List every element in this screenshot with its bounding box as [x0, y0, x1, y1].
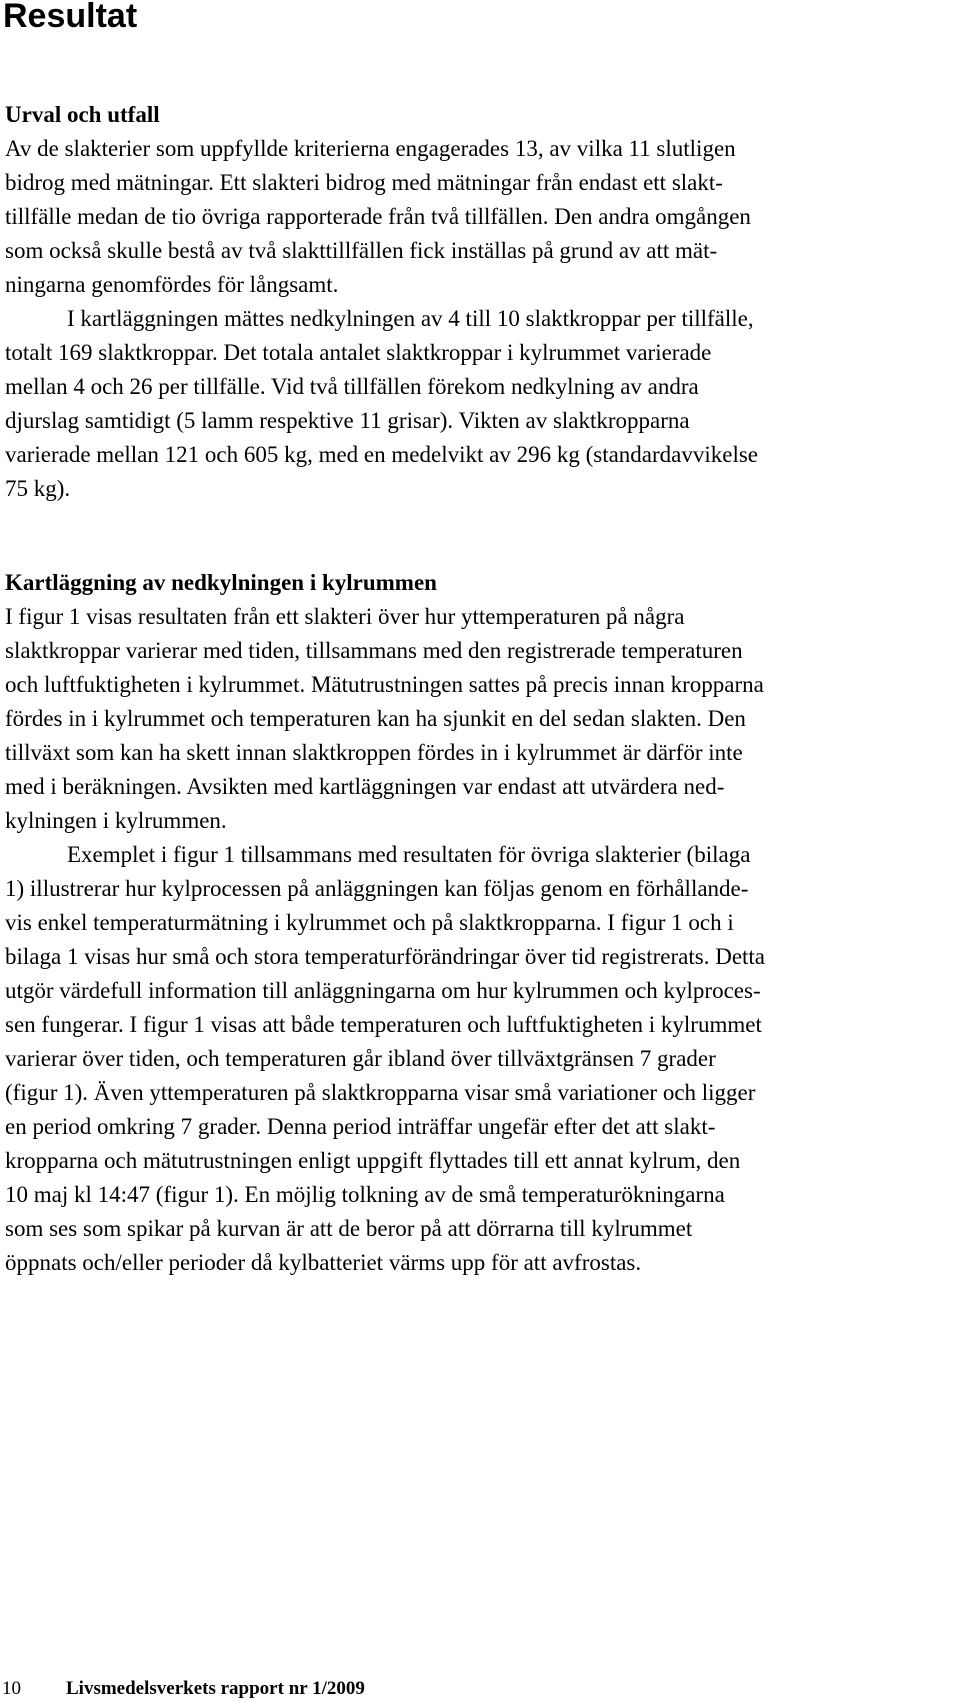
text-line: en period omkring 7 grader. Denna period inträffar ungefär efter det att slakt- [5, 1114, 716, 1139]
text-line: Av de slakterier som uppfyllde kriterierna engagerades 13, av vilka 11 slutligen [5, 136, 736, 161]
page-footer [2, 1676, 365, 1702]
text-line: tillväxt som kan ha skett innan slaktkroppen fördes in i kylrummet är därför inte [5, 740, 743, 765]
section-heading-kartlaggning: Kartläggning av nedkylningen i kylrummen [5, 570, 437, 595]
text-line: 1) illustrerar hur kylprocessen på anläggningen kan följas genom en förhållande- [5, 876, 749, 901]
text-line: bilaga 1 visas hur små och stora temperaturförändringar över tid registrerats. Detta [5, 944, 766, 969]
paragraph-kartlaggning-1 [5, 600, 955, 838]
page-title: Resultat [3, 0, 138, 35]
text-line: och luftfuktigheten i kylrummet. Mätutrustningen sattes på precis innan kropparna [5, 672, 764, 697]
text-line: som också skulle bestå av två slakttillfällen fick inställas på grund av att mät- [5, 238, 718, 263]
paragraph-kartlaggning-2 [5, 838, 955, 1280]
text-line: I figur 1 visas resultaten från ett slakteri över hur yttemperaturen på några [5, 604, 685, 629]
text-line: bidrog med mätningar. Ett slakteri bidrog med mätningar från endast ett slakt- [5, 170, 723, 195]
text-line: som ses som spikar på kurvan är att de beror på att dörrarna till kylrummet [5, 1216, 693, 1241]
paragraph-urval-2 [5, 302, 955, 506]
text-line: djurslag samtidigt (5 lamm respektive 11 grisar). Vikten av slaktkropparna [5, 408, 690, 433]
section-urval [5, 98, 955, 506]
text-line: slaktkroppar varierar med tiden, tillsammans med den registrerade temperaturen [5, 638, 743, 663]
text-line: totalt 169 slaktkroppar. Det totala antalet slaktkroppar i kylrummet varierade [5, 340, 712, 365]
text-line: (figur 1). Även yttemperaturen på slaktkropparna visar små variationer och ligger [5, 1080, 756, 1105]
section-kartlaggning [5, 566, 955, 1280]
text-line: öppnats och/eller perioder då kylbatteriet värms upp för att avfrostas. [5, 1250, 642, 1275]
text-line: tillfälle medan de tio övriga rapporterade från två tillfällen. Den andra omgången [5, 204, 751, 229]
text-line: utgör värdefull information till anläggningarna om hur kylrummen och kylproces- [5, 978, 761, 1003]
text-line: med i beräkningen. Avsikten med kartläggningen var endast att utvärdera ned- [5, 774, 725, 799]
publication-title: Livsmedelsverkets rapport nr 1/2009 [66, 1678, 365, 1699]
text-line: I kartläggningen mättes nedkylningen av 4 till 10 slaktkroppar per tillfälle, [67, 306, 754, 331]
text-line: kylningen i kylrummen. [5, 808, 227, 833]
text-line: kropparna och mätutrustningen enligt uppgift flyttades till ett annat kylrum, den [5, 1148, 741, 1173]
text-line: varierade mellan 121 och 605 kg, med en medelvikt av 296 kg (standardavvikelse [5, 442, 759, 467]
paragraph-urval-1 [5, 132, 955, 302]
text-line: varierar över tiden, och temperaturen går ibland över tillväxtgränsen 7 grader [5, 1046, 716, 1071]
text-line: sen fungerar. I figur 1 visas att både temperaturen och luftfuktigheten i kylrummet [5, 1012, 762, 1037]
text-line: Exemplet i figur 1 tillsammans med resultaten för övriga slakterier (bilaga [67, 842, 751, 867]
text-line: fördes in i kylrummet och temperaturen kan ha sjunkit en del sedan slakten. Den [5, 706, 746, 731]
text-line: vis enkel temperaturmätning i kylrummet och på slaktkropparna. I figur 1 och i [5, 910, 734, 935]
page-number: 10 [2, 1678, 21, 1699]
section-heading-urval: Urval och utfall [5, 102, 160, 127]
text-line: 75 kg). [5, 476, 71, 501]
text-line: ningarna genomfördes för långsamt. [5, 272, 339, 297]
text-line: 10 maj kl 14:47 (figur 1). En möjlig tolkning av de små temperaturökningarna [5, 1182, 725, 1207]
text-line: mellan 4 och 26 per tillfälle. Vid två tillfällen förekom nedkylning av andra [5, 374, 699, 399]
